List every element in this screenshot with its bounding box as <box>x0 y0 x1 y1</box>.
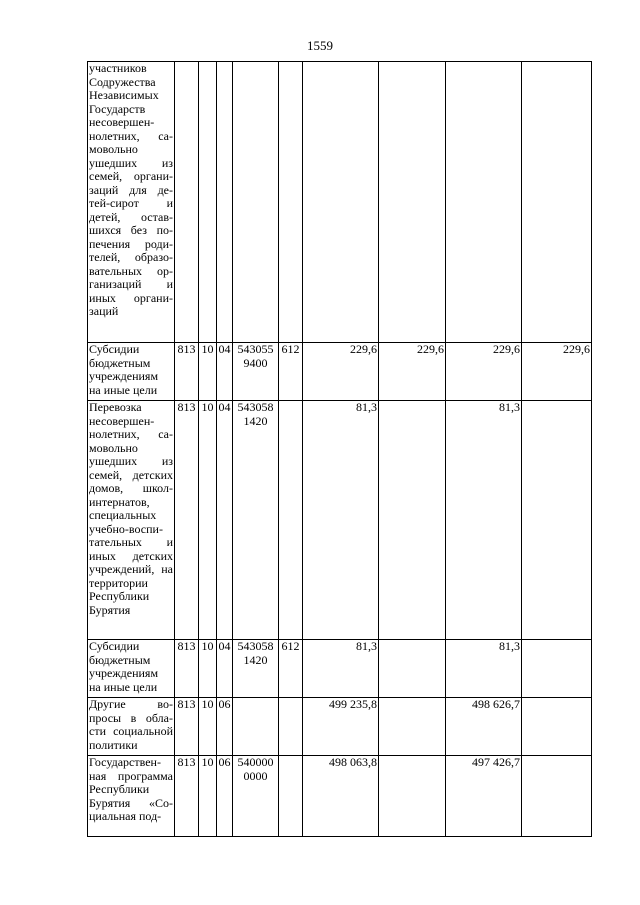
row-name-line: Государствен- <box>89 755 161 769</box>
row-name-line: ганизаций и <box>89 277 173 291</box>
subsection-code-cell <box>217 62 233 343</box>
table-row <box>88 62 592 343</box>
amount-cell-2 <box>379 698 446 756</box>
amount-cell-4 <box>522 756 592 837</box>
row-name-line: тательных и <box>89 535 173 549</box>
row-name-line: несовершен- <box>89 413 155 428</box>
target-article-cell: 543055 9400 <box>233 343 279 401</box>
row-name-line: участников <box>89 61 147 75</box>
section-code-cell: 10 <box>199 640 217 698</box>
page-number: 1559 <box>307 38 333 53</box>
ministry-code-cell: 813 <box>175 756 199 837</box>
target-article-cell: 543058 1420 <box>233 401 279 640</box>
amount-cell-2 <box>379 640 446 698</box>
row-name-line: Субсидии <box>89 342 140 356</box>
amount-cell-1: 81,3 <box>303 640 379 698</box>
row-name-line: на иные цели <box>89 382 158 397</box>
subsection-code-cell: 06 <box>217 756 233 837</box>
row-name-line: нолетних, са- <box>89 128 173 143</box>
row-name-line: несовершен- <box>89 115 155 129</box>
subsection-code-cell: 04 <box>217 640 233 698</box>
row-name-line: бюджетным <box>89 355 151 370</box>
row-name-line: мовольно <box>89 440 138 455</box>
row-name-cell <box>88 756 175 837</box>
row-name-cell <box>88 640 175 698</box>
row-name-line: сти социальной <box>89 724 173 738</box>
subsection-code-cell: 06 <box>217 698 233 756</box>
table-row <box>88 640 592 698</box>
row-name-line: Республики <box>89 782 150 796</box>
row-name-line: Государств <box>89 101 146 116</box>
row-name-cell <box>88 401 175 640</box>
row-name-line: шихся без по- <box>89 223 173 237</box>
amount-cell-3: 497 426,7 <box>446 756 522 837</box>
row-name-line: Субсидии <box>89 639 140 653</box>
row-name-line: Республики <box>89 589 150 603</box>
section-code-cell: 10 <box>199 698 217 756</box>
row-name-line: территории <box>89 575 148 590</box>
row-name-cell <box>88 62 175 343</box>
amount-cell-3: 229,6 <box>446 343 522 401</box>
amount-cell-1: 81,3 <box>303 401 379 640</box>
row-name-line: Содружества <box>89 74 156 89</box>
target-article-cell <box>233 62 279 343</box>
row-name-line: бюджетным <box>89 652 151 667</box>
expense-type-cell: 612 <box>279 640 303 698</box>
expense-type-cell <box>279 62 303 343</box>
amount-cell-1: 499 235,8 <box>303 698 379 756</box>
amount-cell-1 <box>303 62 379 343</box>
row-name-line: иных органи- <box>89 290 173 305</box>
expense-type-cell <box>279 401 303 640</box>
row-name-line: учреждений, на <box>89 562 173 576</box>
subsection-code-cell: 04 <box>217 401 233 640</box>
row-name-line: тей-сирот и <box>89 196 173 210</box>
row-name-line: интернатов, <box>89 494 150 509</box>
row-name-line: семей, органи- <box>89 169 173 183</box>
amount-cell-4: 229,6 <box>522 343 592 401</box>
target-article-cell: 543058 1420 <box>233 640 279 698</box>
amount-cell-4 <box>522 62 592 343</box>
ministry-code-cell: 813 <box>175 640 199 698</box>
table-row <box>88 756 592 837</box>
expense-type-cell <box>279 698 303 756</box>
row-name-line: нолетних, са- <box>89 427 173 441</box>
subsection-code-cell: 04 <box>217 343 233 401</box>
amount-cell-4 <box>522 640 592 698</box>
ministry-code-cell <box>175 62 199 343</box>
ministry-code-cell: 813 <box>175 401 199 640</box>
row-name-line: заций для де- <box>89 182 173 197</box>
row-name-line: Другие во- <box>89 697 173 711</box>
row-name-line: заций <box>89 304 119 318</box>
row-name-line: телей, образо- <box>89 250 173 264</box>
ministry-code-cell: 813 <box>175 698 199 756</box>
row-name-line: циальная под- <box>89 809 162 823</box>
row-name-line: учреждениям <box>89 666 159 680</box>
table-row <box>88 343 592 401</box>
amount-cell-1: 229,6 <box>303 343 379 401</box>
amount-cell-2 <box>379 62 446 343</box>
row-name-line: просы в обла- <box>89 710 173 725</box>
section-code-cell: 10 <box>199 401 217 640</box>
target-article-cell <box>233 698 279 756</box>
amount-cell-2 <box>379 756 446 837</box>
section-code-cell <box>199 62 217 343</box>
row-name-line: ушедших из <box>89 155 173 170</box>
table-body <box>88 62 592 837</box>
amount-cell-3 <box>446 62 522 343</box>
amount-cell-4 <box>522 401 592 640</box>
row-name-line: вательных ор- <box>89 263 173 278</box>
amount-cell-4 <box>522 698 592 756</box>
expense-type-cell: 612 <box>279 343 303 401</box>
amount-cell-3: 81,3 <box>446 640 522 698</box>
row-name-line: семей, детских <box>89 467 173 482</box>
row-name-line: политики <box>89 737 138 752</box>
row-name-line: детей, остав- <box>89 209 173 224</box>
row-name-line: иных детских <box>89 548 173 563</box>
ministry-code-cell: 813 <box>175 343 199 401</box>
amount-cell-1: 498 063,8 <box>303 756 379 837</box>
row-name-line: Независимых <box>89 88 159 102</box>
row-name-line: Бурятия «Со- <box>89 795 173 810</box>
table-row <box>88 401 592 640</box>
amount-cell-3: 81,3 <box>446 401 522 640</box>
row-name-cell <box>88 698 175 756</box>
row-name-line: Перевозка <box>89 400 142 414</box>
row-name-line: домов, школ- <box>89 481 173 495</box>
row-name-cell <box>88 343 175 401</box>
section-code-cell: 10 <box>199 756 217 837</box>
amount-cell-2 <box>379 401 446 640</box>
row-name-line: Бурятия <box>89 602 131 617</box>
row-name-line: учреждениям <box>89 369 159 383</box>
budget-table <box>87 61 592 837</box>
row-name-line: ная программа <box>89 768 173 783</box>
row-name-line: мовольно <box>89 142 138 156</box>
section-code-cell: 10 <box>199 343 217 401</box>
amount-cell-3: 498 626,7 <box>446 698 522 756</box>
row-name-line: учебно-воспи- <box>89 521 163 536</box>
target-article-cell: 540000 0000 <box>233 756 279 837</box>
row-name-line: на иные цели <box>89 679 158 694</box>
expense-type-cell <box>279 756 303 837</box>
row-name-line: печения роди- <box>89 236 173 251</box>
table-row <box>88 698 592 756</box>
amount-cell-2: 229,6 <box>379 343 446 401</box>
row-name-line: специальных <box>89 508 157 522</box>
row-name-line: ушедших из <box>89 454 173 468</box>
